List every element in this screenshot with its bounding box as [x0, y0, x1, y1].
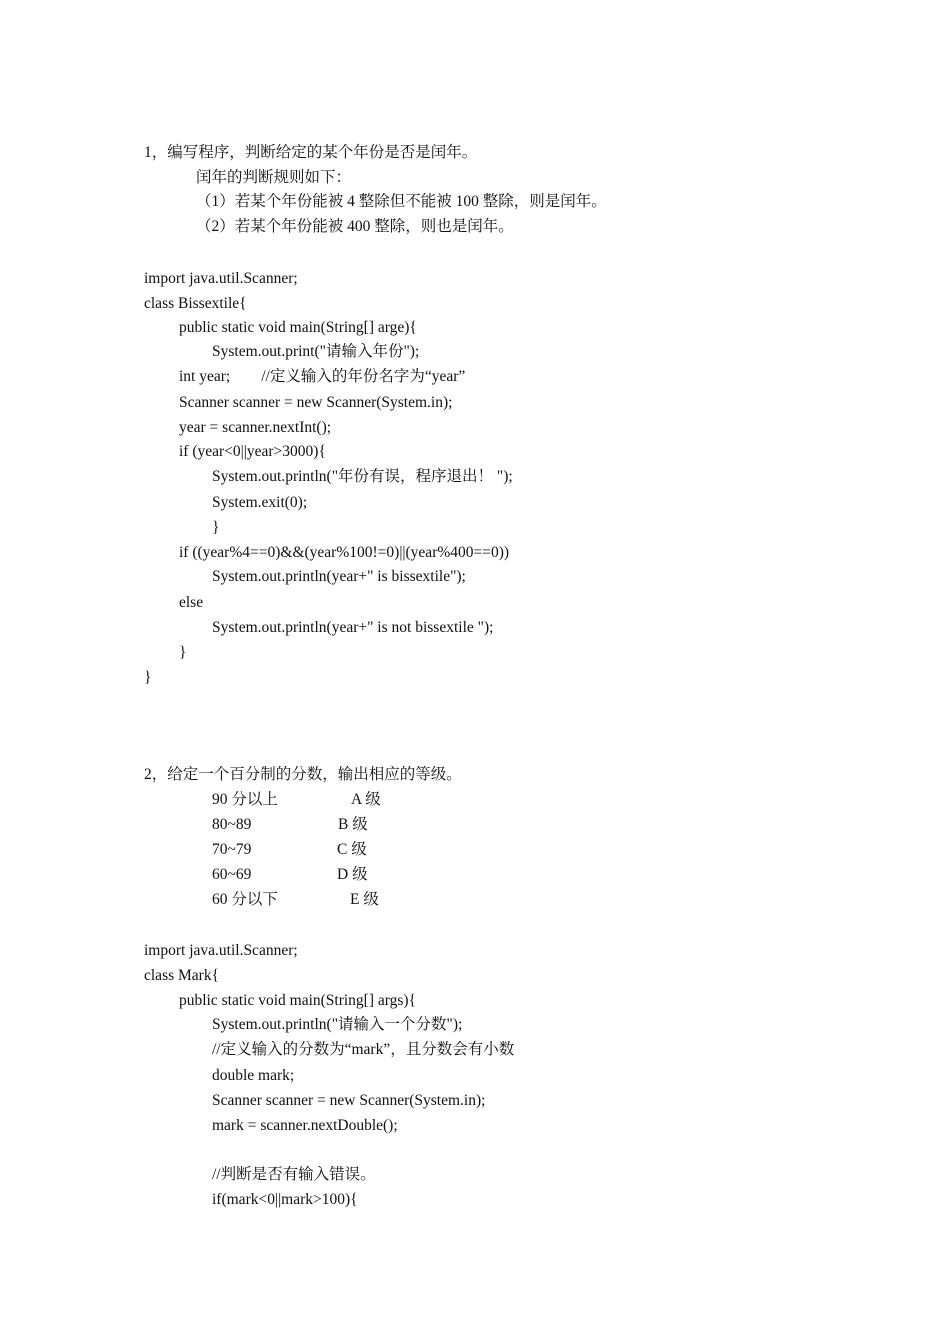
problem-1-rule-intro: 闰年的判断规则如下： [196, 169, 352, 186]
code-line: System.out.print("请输入年份"); [212, 343, 420, 360]
code-line: if(mark<0||mark>100){ [212, 1191, 358, 1208]
code-line: } [212, 519, 220, 536]
code-line: public static void main(String[] args){ [179, 992, 417, 1009]
code-line: //定义输入的分数为“mark”，且分数会有小数 [212, 1041, 515, 1058]
problem-1-rule-2: （2）若某个年份能被 400 整除，则也是闰年。 [196, 218, 514, 235]
code-line: System.exit(0); [212, 494, 308, 511]
code-line: public static void main(String[] arge){ [179, 319, 417, 336]
code-line: System.out.println("请输入一个分数"); [212, 1016, 463, 1033]
code-line: if (year<0||year>3000){ [179, 443, 326, 460]
code-line: mark = scanner.nextDouble(); [212, 1117, 398, 1134]
code-line: System.out.println(year+" is bissextile"); [212, 568, 466, 585]
code-line: Scanner scanner = new Scanner(System.in); [212, 1092, 486, 1109]
code-line: System.out.println("年份有误，程序退出！ "); [212, 468, 513, 485]
problem-1-rule-1: （1）若某个年份能被 4 整除但不能被 100 整除，则是闰年。 [196, 193, 607, 210]
code-line: class Mark{ [144, 967, 220, 984]
code-line: class Bissextile{ [144, 295, 247, 312]
grade-range: 70~79 [212, 841, 252, 858]
code-line: System.out.println(year+" is not bissextile "); [212, 619, 494, 636]
code-line: double mark; [212, 1067, 295, 1084]
code-line: else [179, 594, 204, 611]
grade-level: E 级 [350, 891, 379, 908]
grade-level: A 级 [351, 791, 381, 808]
code-line: import java.util.Scanner; [144, 942, 298, 959]
code-line: Scanner scanner = new Scanner(System.in); [179, 394, 453, 411]
code-line: int year; //定义输入的年份名字为“year” [179, 368, 466, 385]
grade-level: D 级 [337, 866, 368, 883]
code-line: //判断是否有输入错误。 [212, 1166, 376, 1183]
grade-range: 60 分以下 [212, 891, 278, 908]
code-line: if ((year%4==0)&&(year%100!=0)||(year%400==0)) [179, 544, 510, 561]
code-line: import java.util.Scanner; [144, 270, 298, 287]
grade-range: 60~69 [212, 866, 252, 883]
grade-level: C 级 [337, 841, 367, 858]
code-line: } [179, 644, 187, 661]
grade-range: 90 分以上 [212, 791, 278, 808]
problem-1-title: 1，编写程序，判断给定的某个年份是否是闰年。 [144, 144, 478, 161]
code-line: year = scanner.nextInt(); [179, 419, 332, 436]
problem-2-title: 2，给定一个百分制的分数，输出相应的等级。 [144, 766, 462, 783]
grade-level: B 级 [338, 816, 368, 833]
grade-range: 80~89 [212, 816, 252, 833]
code-line: } [144, 669, 152, 686]
